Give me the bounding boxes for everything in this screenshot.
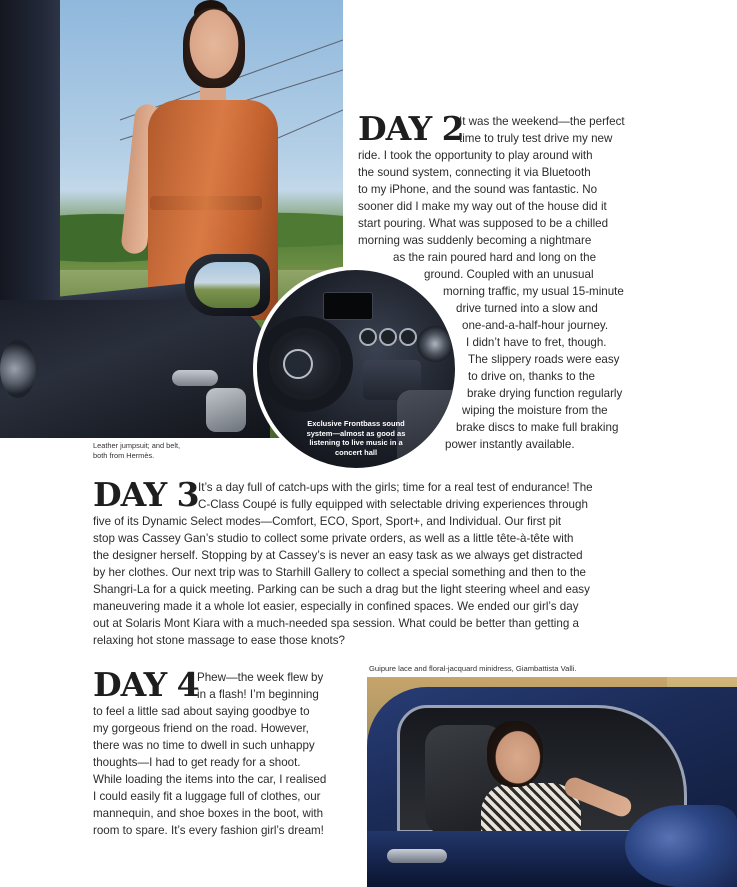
- day4-line: While loading the items into the car, I realised: [93, 773, 327, 786]
- day3-line: out at Solaris Mont Kiara with a much-needed spa session. What could be better than getting a: [93, 617, 579, 630]
- day2-line: the sound system, connecting it via Bluetooth: [358, 166, 591, 179]
- inset-speaker: [417, 326, 453, 362]
- day2-line: to my iPhone, and the sound was fantastic. No: [358, 183, 598, 196]
- photo-car-side-mirror: [625, 805, 737, 887]
- inset-dial: [379, 328, 397, 346]
- day3-line: by her clothes. Our next trip was to Starhill Gallery to collect a special something and then to the: [93, 566, 586, 579]
- day3-line: five of its Dynamic Select modes—Comfort, ECO, Sport, Sport+, and Individual. Our first pit: [93, 515, 562, 528]
- photo-woman-head: [183, 8, 245, 88]
- caption-line: Exclusive Frontbass sound: [307, 419, 405, 428]
- day2-line: to drive on, thanks to the: [468, 370, 595, 383]
- photo-woman-head: [487, 721, 543, 787]
- day2-line: sooner did I make my way out of the house did it: [358, 200, 607, 213]
- day4-line: mannequin, and shoe boxes in the boot, with: [93, 807, 324, 820]
- inset-dials: [359, 328, 419, 352]
- photo-belt: [150, 196, 262, 210]
- day4-heading: DAY 4: [93, 665, 199, 704]
- day3-line: the designer herself. Stopping by at Cassey’s is never an easy task as we always get distracted: [93, 549, 583, 562]
- caption-line: both from Hermès.: [93, 450, 155, 460]
- day2-line: ride. I took the opportunity to play around with: [358, 149, 593, 162]
- day2-line: time to truly test drive my new: [459, 132, 613, 145]
- day3-line: maneuvering made it a whole lot easier, especially in confined spaces. We ended our girl’s day: [93, 600, 579, 613]
- caption-jumpsuit: [93, 441, 180, 461]
- caption-line: system—almost as good as: [306, 428, 406, 438]
- caption-line: Leather jumpsuit; and belt,: [93, 441, 181, 450]
- day2-line: It was the weekend—the perfect: [459, 115, 625, 128]
- caption-sound-system: [289, 419, 423, 457]
- inset-dial: [399, 328, 417, 346]
- day2-line: as the rain poured hard and long on the: [393, 251, 597, 264]
- day4-line: Phew—the week flew by: [197, 671, 324, 684]
- day2-line: brake discs to make full braking: [456, 421, 619, 434]
- day2-line: start pouring. What was supposed to be a chilled: [358, 217, 609, 230]
- day2-line: wiping the moisture from the: [462, 404, 608, 417]
- day3-line: C-Class Coupé is fully equipped with selectable driving experiences through: [198, 498, 588, 511]
- caption-line: concert hall: [334, 447, 378, 457]
- day4-line: in a flash! I’m beginning: [197, 688, 319, 701]
- photo-mirror-glass: [194, 262, 260, 308]
- photo-air-vent: [0, 340, 36, 398]
- day3-line: Shangri-La for a quick meeting. Parking can be such a drag but the light steering wheel and easy: [93, 583, 590, 596]
- photo-seat-controls: [206, 388, 246, 432]
- day3-line: It’s a day full of catch-ups with the girls; time for a real test of endurance! The: [198, 481, 593, 494]
- inset-display-screen: [323, 292, 373, 320]
- day2-line: brake drying function regularly: [467, 387, 623, 400]
- photo-door-handle: [172, 370, 218, 386]
- day4-line: thoughts—I had to get ready for a shoot.: [93, 756, 301, 769]
- day2-line: The slippery roads were easy: [468, 353, 620, 366]
- photo-car-door-handle: [387, 849, 447, 863]
- day2-line: morning was suddenly becoming a nightmare: [358, 234, 592, 247]
- day4-line: there was no time to dwell in such unhappy: [93, 739, 315, 752]
- day2-line: one-and-a-half-hour journey.: [462, 319, 609, 332]
- day3-line: relaxing hot stone massage to ease those knots?: [93, 634, 345, 647]
- caption-minidress: Guipure lace and floral-jacquard minidress, Giambattista Valli.: [369, 664, 577, 673]
- inset-mercedes-star-icon: [283, 349, 313, 379]
- day2-line: power instantly available.: [445, 438, 575, 451]
- day4-line: I could easily fit a luggage full of clothes, our: [93, 790, 321, 803]
- day2-line: I didn’t have to fret, though.: [466, 336, 607, 349]
- day4-line: room to spare. It’s every fashion girl’s dream!: [93, 824, 324, 837]
- day2-line: ground. Coupled with an unusual: [424, 268, 594, 281]
- day4-line: to feel a little sad about saying goodbye to: [93, 705, 310, 718]
- day3-heading: DAY 3: [93, 475, 199, 514]
- day3-line: stop was Cassey Gan’s studio to collect some private orders, as well as a little tête-à-tête with: [93, 532, 574, 545]
- photo-woman-in-car: [367, 677, 737, 887]
- day2-heading: DAY 2: [358, 109, 464, 148]
- day2-line: morning traffic, my usual 15-minute: [443, 285, 624, 298]
- caption-line: listening to live music in a: [309, 438, 403, 448]
- day4-line: my gorgeous friend on the road. However,: [93, 722, 309, 735]
- day2-line: drive turned into a slow and: [456, 302, 598, 315]
- inset-dial: [359, 328, 377, 346]
